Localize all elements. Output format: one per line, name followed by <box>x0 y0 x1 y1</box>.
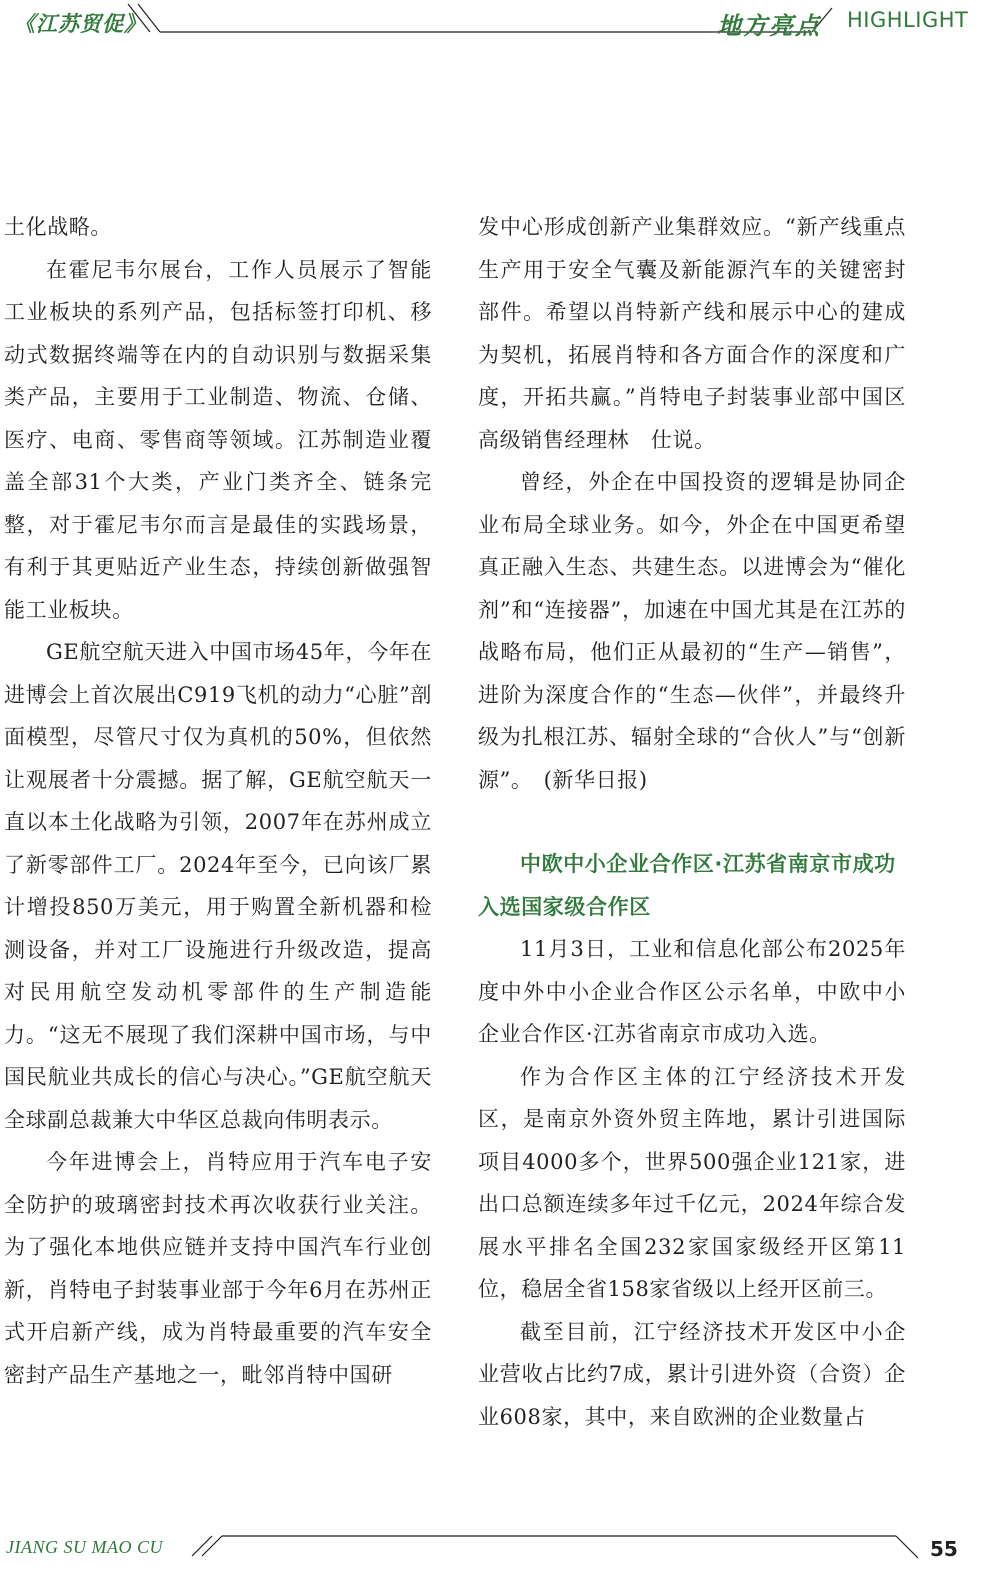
page-number: 55 <box>930 1537 958 1561</box>
section-label: HIGHLIGHT <box>847 8 969 32</box>
paragraph: 作为合作区主体的江宁经济技术开发区，是南京外资外贸主阵地，累计引进国际项目4000多个，世界500强企业121家，进出口总额连续多年过千亿元，2024年综合发展水平排名全国232家国家级经开区第11位，稳居全省158家省级以上经开区前三。 <box>478 1064 906 1301</box>
article-heading: 中欧中小企业合作区·江苏省南京市成功入选国家级合作区 <box>478 852 896 919</box>
paragraph: 11月3日，工业和信息化部公布2025年度中外中小企业合作区公示名单，中欧中小企业合作区·江苏省南京市成功入选。 <box>478 937 906 1046</box>
paragraph: 发中心形成创新产业集群效应。“新产线重点生产用于安全气囊及新能源汽车的关键密封部件。希望以肖特新产线和展示中心的建成为契机，拓展肖特和各方面合作的深度和广度，开拓共赢。”肖特电子封装事业部中国区高级销售经理林 仕说。 <box>478 215 906 452</box>
magazine-name: 《江苏贸促》 <box>14 11 146 36</box>
paragraph: 土化战略。 <box>4 215 112 239</box>
footer-magazine-name: JIANG SU MAO CU <box>6 1537 163 1557</box>
section-title: 地方亮点 <box>717 11 821 40</box>
paragraph: 今年进博会上，肖特应用于汽车电子安全防护的玻璃密封技术再次收获行业关注。为了强化本地供应链并支持中国汽车行业创新，肖特电子封装事业部于今年6月在苏州正式开启新产线，成为肖特最重要的汽车安全密封产品生产基地之一，毗邻肖特中国研 <box>4 1150 432 1387</box>
paragraph: 截至目前，江宁经济技术开发区中小企业营收占比约7成，累计引进外资（合资）企业608家，其中，来自欧洲的企业数量占 <box>478 1319 906 1429</box>
paragraph: GE航空航天进入中国市场45年，今年在进博会上首次展出C919飞机的动力“心脏”剖面模型，尽管尺寸仅为真机的50%，但依然让观展者十分震撼。据了解，GE航空航天一直以本土化战略为引领，2007年在苏州成立了新零部件工厂。2024年至今，已向该厂累计增投850万美元，用于购置全新机器和检测设备，并对工厂设施进行升级改造，提高对民用航空发动机零部件的生产制造能力。“这无不展现了我们深耕中国市场，与中国民航业共成长的信心与决心。”GE航空航天全球副总裁兼大中华区总裁向伟明表示。 <box>4 640 432 1132</box>
paragraph: 曾经，外企在中国投资的逻辑是协同企业布局全球业务。如今，外企在中国更希望真正融入生态、共建生态。以进博会为“催化剂”和“连接器”，加速在中国尤其是在江苏的战略布局，他们正从最初的“生产—销售”，进阶为深度合作的“生态—伙伴”，并最终升级为扎根江苏、辐射全球的“合伙人”与“创新源”。 (新华日报) <box>478 470 906 792</box>
left-column <box>4 206 432 1396</box>
paragraph: 在霍尼韦尔展台，工作人员展示了智能工业板块的系列产品，包括标签打印机、移动式数据终端等在内的自动识别与数据采集类产品，主要用于工业制造、物流、仓储、医疗、电商、零售商等领域。江苏制造业覆盖全部31个大类，产业门类齐全、链条完整，对于霍尼韦尔而言是最佳的实践场景，有利于其更贴近产业生态，持续创新做强智能工业板块。 <box>4 257 432 622</box>
right-column <box>478 206 906 1438</box>
